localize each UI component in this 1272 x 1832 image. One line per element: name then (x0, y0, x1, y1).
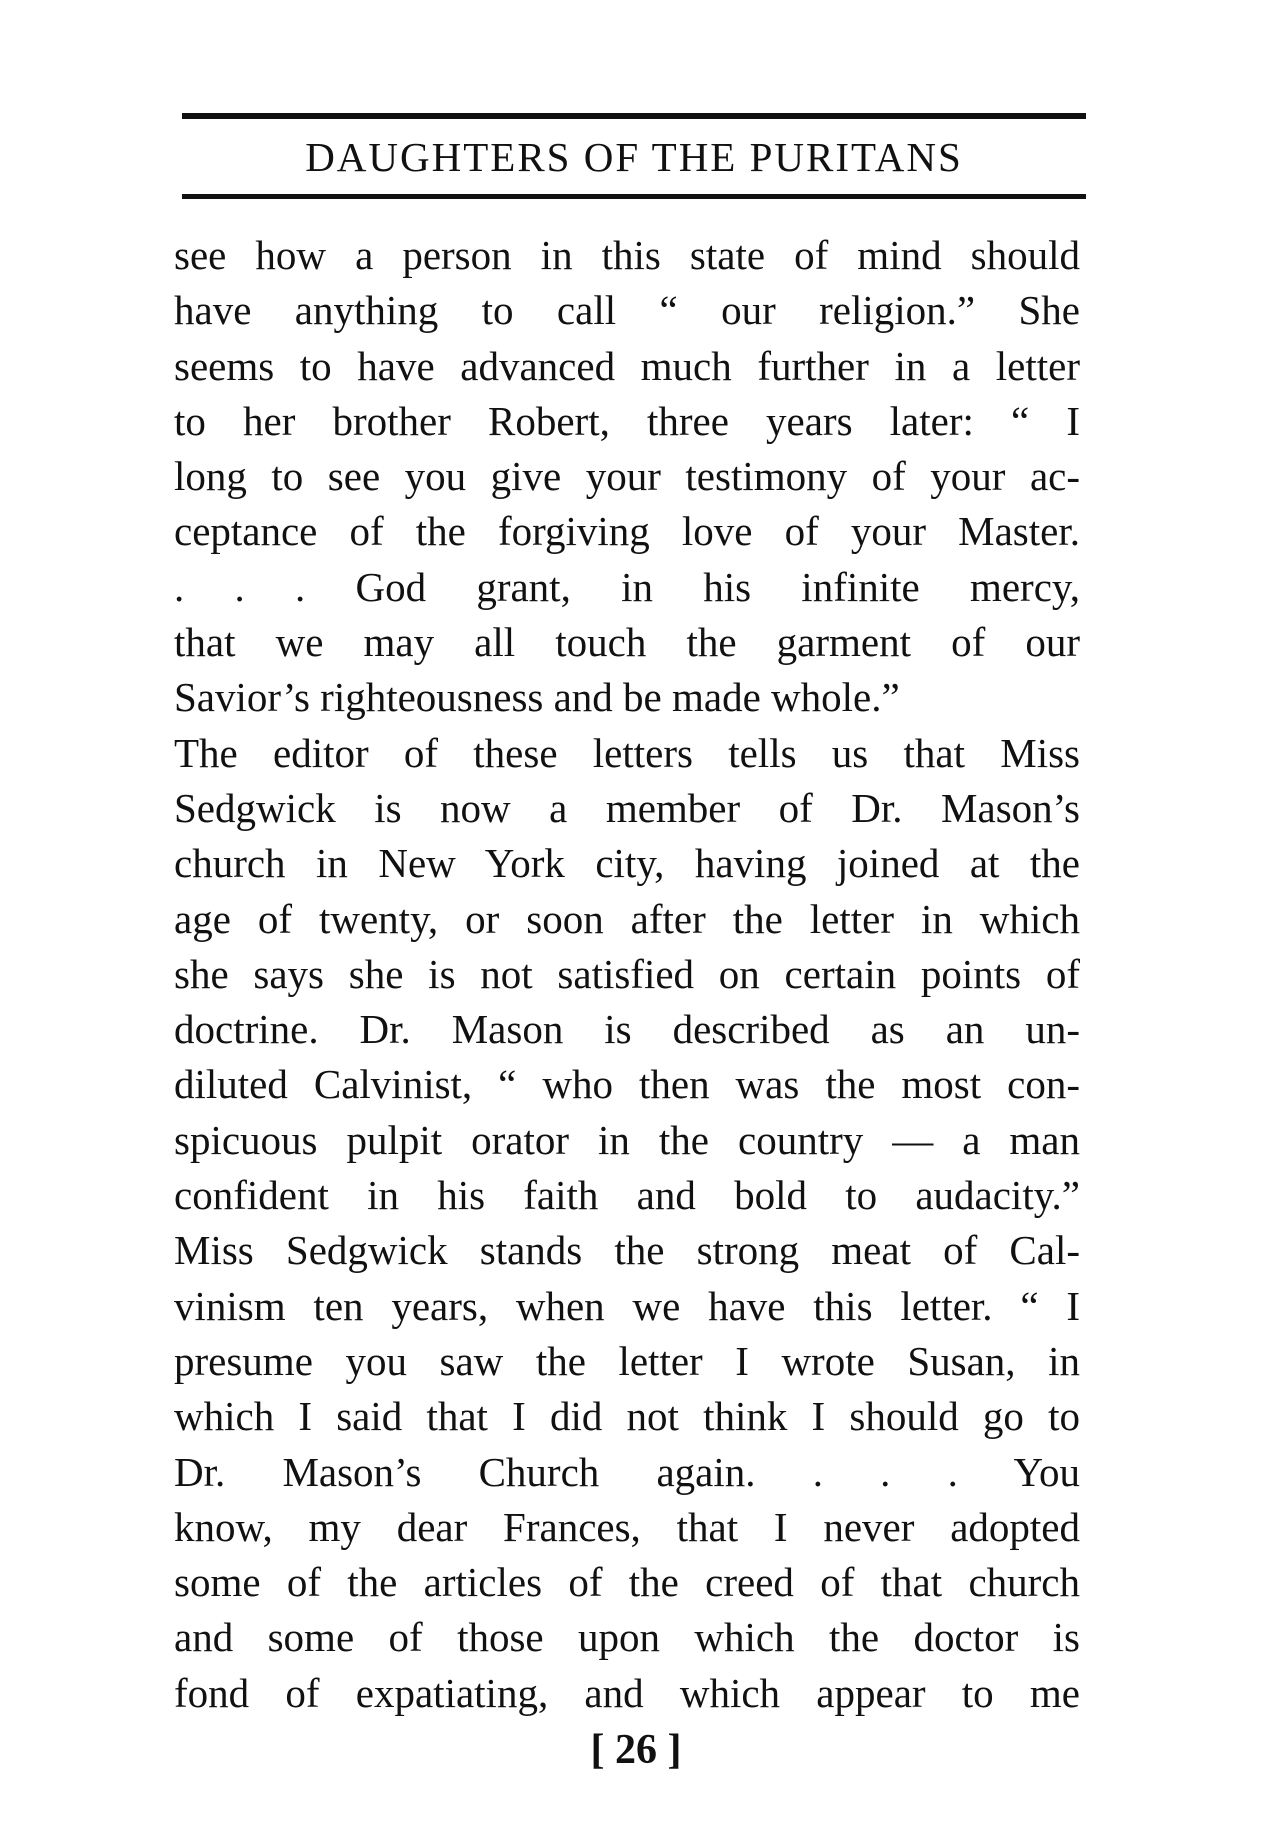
top-rule (182, 113, 1086, 119)
text-line: Sedgwick is now a member of Dr. Mason’s (174, 784, 1080, 831)
text-line: presume you saw the letter I wrote Susan, in (174, 1337, 1080, 1384)
text-line: ceptance of the forgiving love of your Master. (174, 508, 1080, 555)
text-line: some of the articles of the creed of that church (174, 1559, 1080, 1606)
text-line: which I said that I did not think I should go to (174, 1393, 1080, 1440)
text-line: have anything to call “ our religion.” She (174, 287, 1080, 334)
text-line: and some of those upon which the doctor is (174, 1614, 1080, 1661)
text-line: to her brother Robert, three years later: “ I (174, 397, 1080, 444)
header-rule (182, 194, 1086, 199)
text-line: age of twenty, or soon after the letter in which (174, 895, 1080, 942)
text-line: see how a person in this state of mind should (174, 232, 1080, 278)
page-number: [ 26 ] (590, 1727, 682, 1773)
text-line: The editor of these letters tells us that Miss (174, 729, 1080, 776)
text-line: seems to have advanced much further in a letter (174, 342, 1080, 389)
text-line: doctrine. Dr. Mason is described as an un- (174, 1006, 1080, 1053)
running-head: DAUGHTERS OF THE PURITANS (305, 134, 963, 180)
text-line: diluted Calvinist, “ who then was the most con- (174, 1061, 1080, 1108)
body-text (174, 228, 1080, 1721)
text-line: that we may all touch the garment of our (174, 619, 1080, 666)
text-line: Dr. Mason’s Church again. . . . You (174, 1448, 1080, 1495)
text-line: Miss Sedgwick stands the strong meat of Cal- (174, 1227, 1080, 1274)
text-line: she says she is not satisfied on certain points of (174, 950, 1080, 997)
text-line: long to see you give your testimony of your ac- (174, 453, 1080, 500)
text-line: know, my dear Frances, that I never adopted (174, 1503, 1080, 1550)
text-line: . . . God grant, in his infinite mercy, (174, 563, 1080, 610)
text-line: confident in his faith and bold to audacity.” (174, 1172, 1080, 1219)
text-line: vinism ten years, when we have this letter. “ I (174, 1282, 1080, 1329)
text-line: church in New York city, having joined at the (174, 840, 1080, 887)
text-line: spicuous pulpit orator in the country — a man (174, 1116, 1080, 1163)
text-line: Savior’s righteousness and be made whole.” (174, 674, 900, 721)
text-line: fond of expatiating, and which appear to me (174, 1669, 1080, 1716)
